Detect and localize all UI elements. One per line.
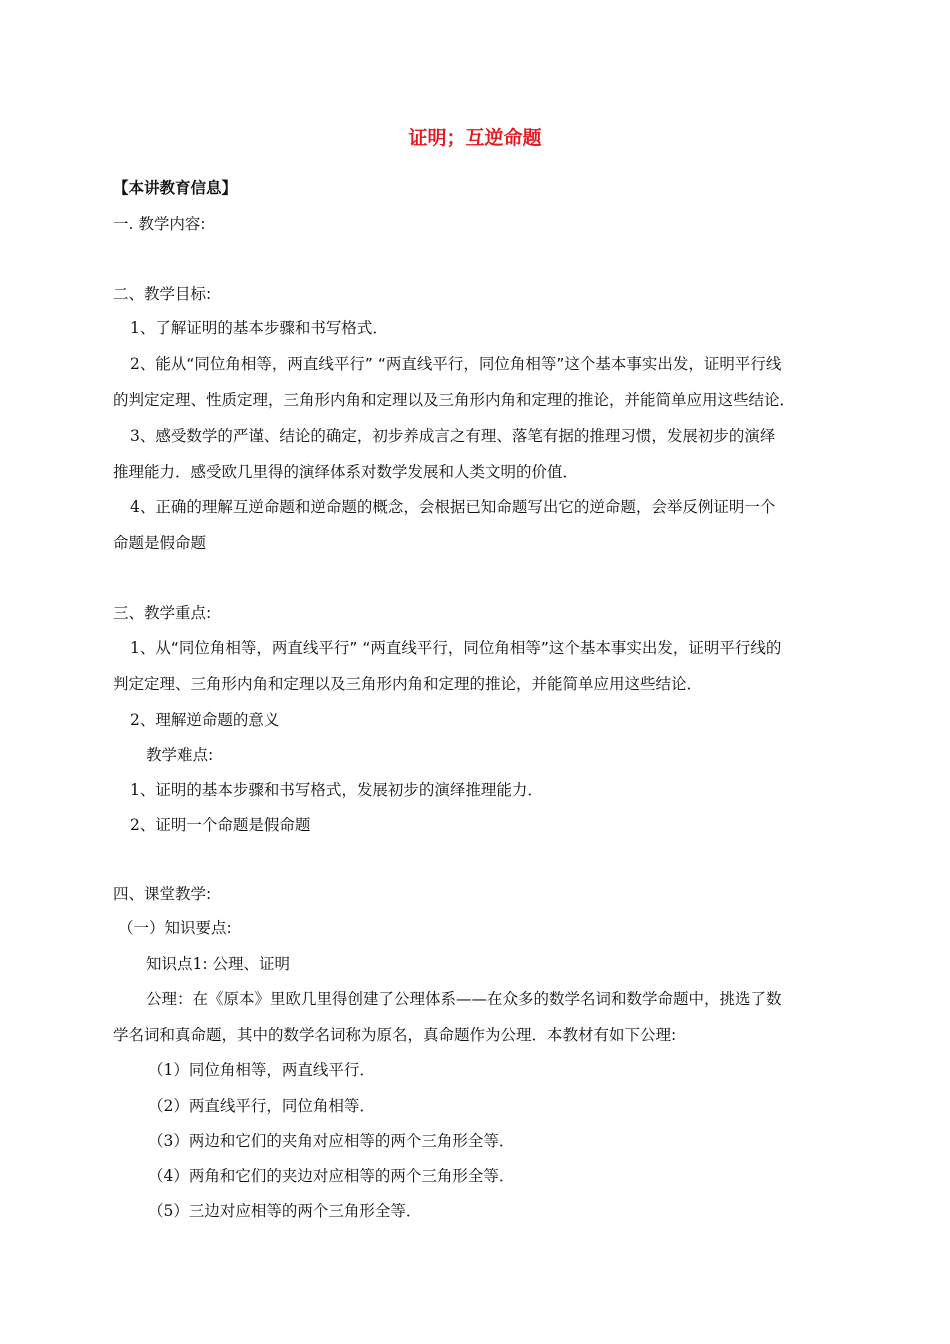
axiom-number: （3） (148, 1132, 189, 1150)
axiom-number: （4） (148, 1167, 189, 1185)
axiom-number: （5） (148, 1202, 189, 1220)
goal-text: 正确的理解互逆命题和逆命题的概念，会根据已知命题写出它的逆命题，会举反例证明一个 (155, 498, 776, 516)
goal-number: 4、 (130, 498, 156, 516)
knowledge-point-name: : 公理、证明 (202, 955, 291, 973)
goal-text-continued: 的判定定理、性质定理，三角形内角和定理以及三角形内角和定理的推论，并能简单应用这些结论． (113, 391, 796, 409)
difficulty-text: 证明的基本步骤和书写格式，发展初步的演绎推理能力． (155, 781, 543, 799)
axiom-intro: 公理：在《原本》里欧几里得创建了公理体系——在众多的数学名词和数学命题中，挑选了数 (146, 990, 782, 1008)
axiom-item (148, 1131, 514, 1151)
goals-heading: 二、教学目标: (113, 285, 212, 303)
axiom-text: 两边和它们的夹角对应相等的两个三角形全等． (188, 1132, 515, 1150)
axiom-text: 三边对应相等的两个三角形全等． (188, 1202, 422, 1220)
goal-text: 感受数学的严谨、结论的确定，初步养成言之有理、落笔有据的推理习惯，发展初步的演绎 (155, 427, 776, 445)
key-point-number: 1、 (130, 639, 156, 657)
knowledge-point-title (146, 954, 290, 974)
difficulty-number: 1、 (130, 781, 156, 799)
axiom-item (148, 1096, 375, 1116)
axiom-text: 两角和它们的夹边对应相等的两个三角形全等． (188, 1167, 515, 1185)
page-title: 证明；互逆命题 (408, 127, 542, 149)
goal-number: 1、 (130, 319, 156, 337)
difficulty-heading: 教学难点: (146, 746, 214, 764)
axiom-text: 同位角相等，两直线平行． (188, 1061, 375, 1079)
goal-item (130, 426, 775, 446)
difficulty-number: 2、 (130, 816, 156, 834)
class-heading: 四、课堂教学: (113, 885, 212, 903)
difficulty-item (130, 780, 543, 800)
axiom-item (148, 1201, 421, 1221)
difficulty-text: 证明一个命题是假命题 (155, 816, 311, 834)
axiom-number: （1） (148, 1061, 189, 1079)
knowledge-points-heading: （一）知识要点: (118, 919, 232, 937)
goal-text: 能从“同位角相等，两直线平行” “两直线平行，同位角相等”这个基本事实出发，证明平行线 (155, 355, 782, 373)
goal-text-continued: 推理能力．感受欧几里得的演绎体系对数学发展和人类文明的价值． (113, 463, 579, 481)
header-label: 【本讲教育信息】 (113, 179, 238, 197)
goal-number: 3、 (130, 427, 156, 445)
goal-item (130, 318, 388, 338)
goal-item (130, 354, 781, 374)
goal-text: 了解证明的基本步骤和书写格式． (155, 319, 388, 337)
key-point-text-continued: 判定定理、三角形内角和定理以及三角形内角和定理的推论，并能简单应用这些结论． (113, 675, 703, 693)
key-point-text: 理解逆命题的意义 (155, 711, 280, 729)
key-points-heading: 三、教学重点: (113, 604, 212, 622)
axiom-item (148, 1166, 514, 1186)
key-point-number: 2、 (130, 711, 156, 729)
axiom-number: （2） (148, 1097, 189, 1115)
axiom-text: 两直线平行，同位角相等． (188, 1097, 375, 1115)
goal-text-continued: 命题是假命题 (113, 534, 207, 552)
content-heading: 一. 教学内容: (113, 215, 206, 233)
goal-number: 2、 (130, 355, 156, 373)
knowledge-point-prefix: 知识点 (146, 955, 193, 973)
goal-item (130, 497, 775, 517)
key-point-item (130, 710, 279, 730)
key-point-text: 从“同位角相等，两直线平行” “两直线平行，同位角相等”这个基本事实出发，证明平行线的 (155, 639, 782, 657)
knowledge-point-number: 1 (192, 955, 203, 973)
axiom-item (148, 1060, 375, 1080)
difficulty-item (130, 815, 310, 835)
key-point-item (130, 638, 781, 658)
axiom-intro-continued: 学名词和真命题，其中的数学名词称为原名，真命题作为公理．本教材有如下公理: (113, 1026, 677, 1044)
